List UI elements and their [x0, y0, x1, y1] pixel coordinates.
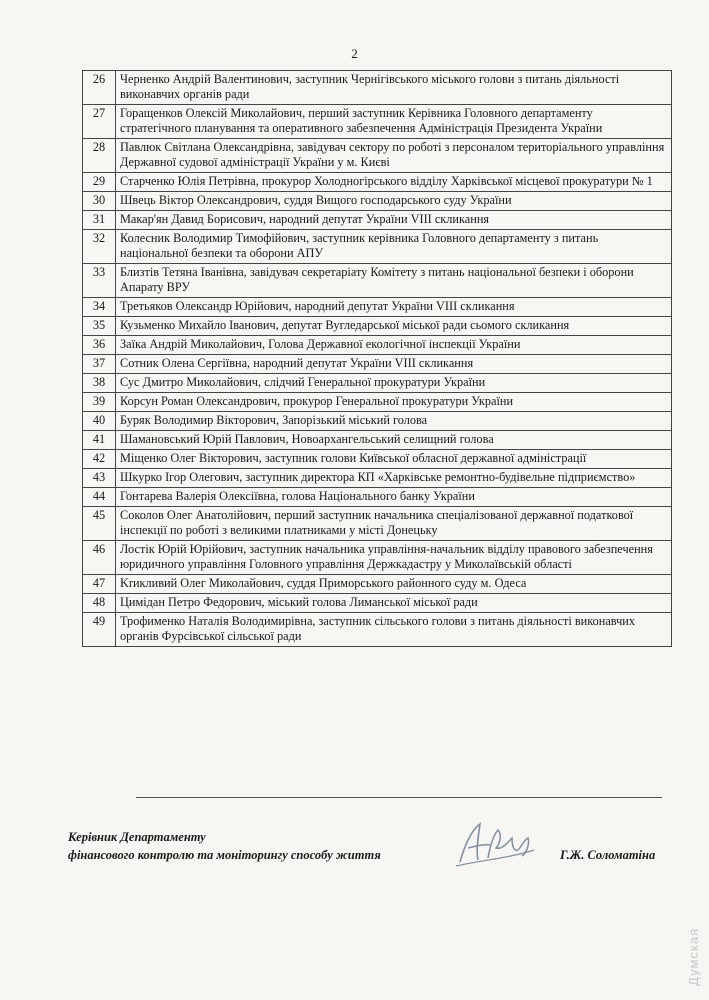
table-row [83, 211, 672, 230]
row-number: 42 [83, 450, 116, 469]
watermark-logo: Думская [686, 927, 701, 986]
handwritten-signature [452, 820, 536, 868]
row-entry: Krикливий Олег Миколайович, суддя Приморського районного суду м. Одеса [116, 575, 672, 594]
row-number: 49 [83, 613, 116, 647]
row-entry: Гонтарева Валерія Олексіївна, голова Національного банку України [116, 488, 672, 507]
row-entry: Заїка Андрій Миколайович, Голова Державної екологічної інспекції України [116, 336, 672, 355]
row-entry: Сотник Олена Сергіївна, народний депутат України VIII скликання [116, 355, 672, 374]
row-number: 32 [83, 230, 116, 264]
table-row [83, 374, 672, 393]
row-number: 45 [83, 507, 116, 541]
row-entry: Старченко Юлія Петрівна, прокурор Холодногірського відділу Харківської місцевої прокуратури № 1 [116, 173, 672, 192]
table-row [83, 412, 672, 431]
row-entry: Близтів Тетяна Іванівна, завідувач секретаріату Комітету з питань національної безпеки і оборони Апарату ВРУ [116, 264, 672, 298]
row-number: 28 [83, 139, 116, 173]
row-entry: Колесник Володимир Тимофійович, заступник керівника Головного департаменту з питань національної безпеки та оборони АПУ [116, 230, 672, 264]
table-row [83, 450, 672, 469]
row-number: 26 [83, 71, 116, 105]
table-row [83, 507, 672, 541]
row-entry: Трофименко Наталія Володимирівна, заступник сільського голови з питань діяльності виконавчих органів Фурсівської сільської ради [116, 613, 672, 647]
officials-table-body [83, 71, 672, 647]
table-row [83, 173, 672, 192]
table-row [83, 71, 672, 105]
table-row [83, 139, 672, 173]
table-row [83, 192, 672, 211]
page-number: 2 [351, 46, 358, 61]
table-row [83, 613, 672, 647]
row-entry: Соколов Олег Анатолійович, перший заступник начальника спеціалізованої державної податкової інспекції по роботі з великими платниками у місті Донецьку [116, 507, 672, 541]
row-number: 47 [83, 575, 116, 594]
table-row [83, 230, 672, 264]
table-row [83, 317, 672, 336]
table-row [83, 355, 672, 374]
row-entry: Буряк Володимир Вікторович, Запорізький міський голова [116, 412, 672, 431]
table-row [83, 594, 672, 613]
row-entry: Швець Віктор Олександрович, суддя Вищого господарського суду України [116, 192, 672, 211]
row-entry: Кузьменко Михайло Іванович, депутат Вугледарської міської ради сьомого скликання [116, 317, 672, 336]
row-number: 43 [83, 469, 116, 488]
table-row [83, 298, 672, 317]
row-number: 39 [83, 393, 116, 412]
row-entry: Павлюк Світлана Олександрівна, завідувач сектору по роботі з персоналом територіального управління Державної судової адміністрації України у м. Києві [116, 139, 672, 173]
row-entry: Цимідан Петро Федорович, міський голова Лиманської міської ради [116, 594, 672, 613]
table-row [83, 431, 672, 450]
row-entry: Сус Дмитро Миколайович, слідчий Генеральної прокуратури України [116, 374, 672, 393]
row-number: 30 [83, 192, 116, 211]
row-entry: Макар'ян Давид Борисович, народний депутат України VIII скликання [116, 211, 672, 230]
table-row [83, 264, 672, 298]
row-number: 27 [83, 105, 116, 139]
row-number: 34 [83, 298, 116, 317]
row-entry: Корсун Роман Олександрович, прокурор Генеральної прокуратури України [116, 393, 672, 412]
signatory-title-line-2: фінансового контролю та моніторингу способу життя [68, 848, 381, 862]
row-number: 36 [83, 336, 116, 355]
table-row [83, 469, 672, 488]
table-row [83, 541, 672, 575]
row-number: 29 [83, 173, 116, 192]
row-entry: Черненко Андрій Валентинович, заступник Чернігівського міського голови з питань діяльності виконавчих органів ради [116, 71, 672, 105]
row-entry: Міщенко Олег Вікторович, заступник голови Київської обласної державної адміністрації [116, 450, 672, 469]
row-number: 38 [83, 374, 116, 393]
row-number: 31 [83, 211, 116, 230]
row-number: 41 [83, 431, 116, 450]
table-row [83, 105, 672, 139]
row-number: 33 [83, 264, 116, 298]
signatory-title [68, 828, 381, 864]
table-row [83, 488, 672, 507]
signatory-title-line-1: Керівник Департаменту [68, 830, 206, 844]
row-number: 46 [83, 541, 116, 575]
row-number: 35 [83, 317, 116, 336]
row-entry: Лостік Юрій Юрійович, заступник начальника управління-начальник відділу правового забезпечення юридичного управління Головного управління Держкадастру у Миколаївській області [116, 541, 672, 575]
row-number: 40 [83, 412, 116, 431]
row-entry: Шамановський Юрій Павлович, Новоархангельський селищний голова [116, 431, 672, 450]
row-entry: Шкурко Ігор Олегович, заступник директора КП «Харківське ремонтно-будівельне підприємство» [116, 469, 672, 488]
table-row [83, 336, 672, 355]
row-number: 44 [83, 488, 116, 507]
signatory-name: Г.Ж. Соломатіна [560, 848, 656, 862]
row-number: 37 [83, 355, 116, 374]
divider-line [136, 797, 662, 798]
row-entry: Третьяков Олександр Юрійович, народний депутат України VIII скликання [116, 298, 672, 317]
table-row [83, 393, 672, 412]
table-row [83, 575, 672, 594]
officials-table [82, 70, 672, 647]
row-number: 48 [83, 594, 116, 613]
row-entry: Горащенков Олексій Миколайович, перший заступник Керівника Головного департаменту стратегічного планування та оперативного забезпечення Адміністрація Президента України [116, 105, 672, 139]
